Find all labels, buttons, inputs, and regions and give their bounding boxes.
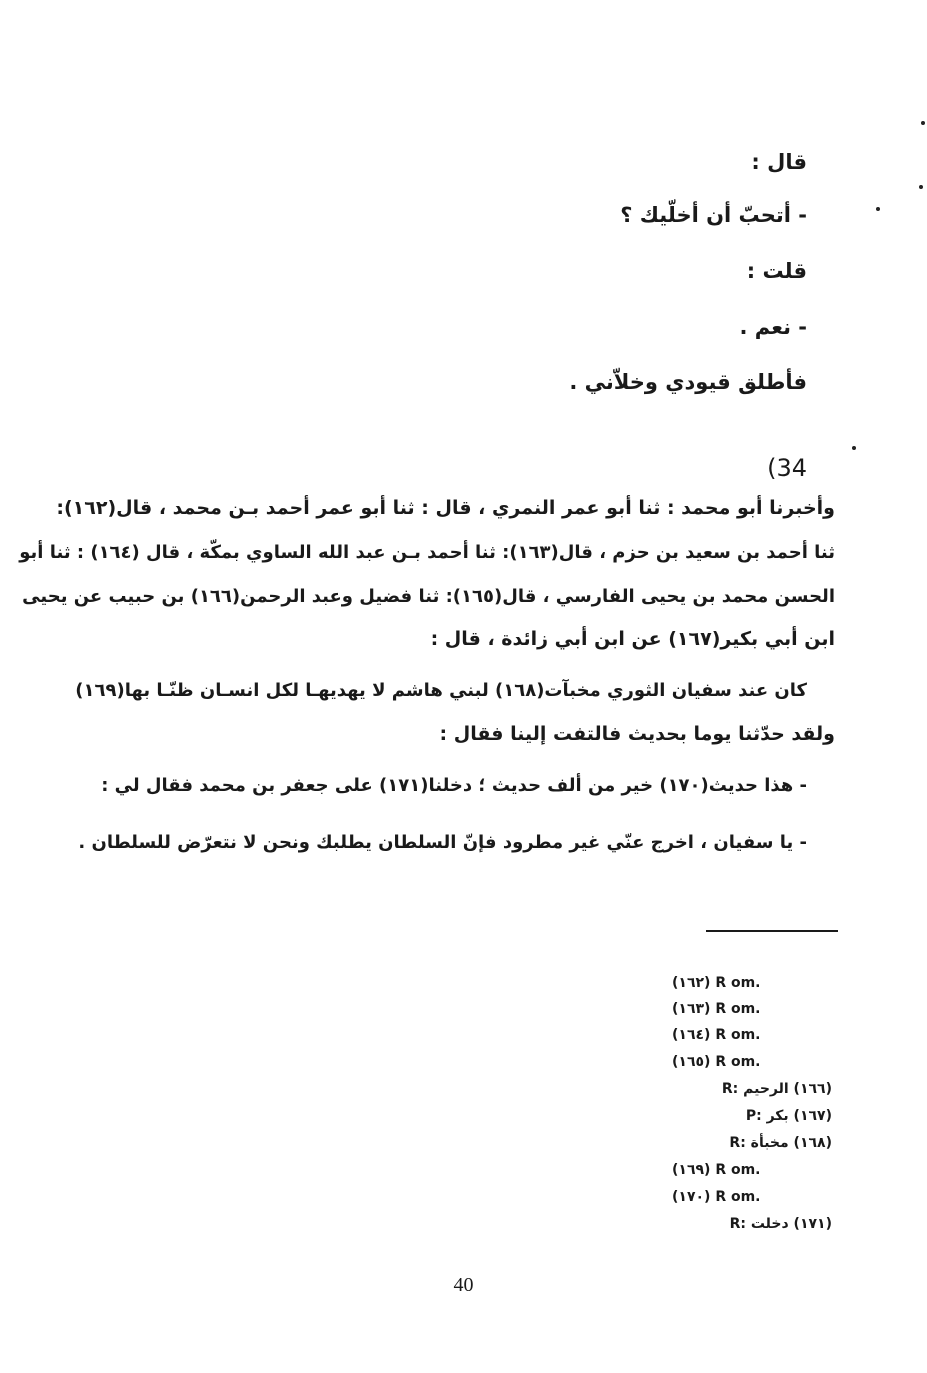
scan-speck <box>921 121 925 125</box>
dialogue-line: - نعم . <box>739 315 807 339</box>
footnote: (١٧١) دخلت :R <box>729 1216 832 1232</box>
scan-speck <box>919 185 923 189</box>
footnote: (١٦٤) R om. <box>672 1027 761 1043</box>
footnote: (١٦٦) الرحيم :R <box>721 1081 832 1097</box>
section-number: (34 <box>767 454 807 482</box>
paragraph-line: ابن أبي بكير(١٦٧) عن ابن أبي زائدة ، قال : <box>430 628 835 650</box>
footnote: (١٦٥) R om. <box>672 1054 761 1070</box>
dialogue-line: - أتحبّ أن أخلّيك ؟ <box>620 203 807 227</box>
scan-speck <box>852 446 856 450</box>
dialogue-line: قلت : <box>746 259 807 283</box>
dialogue-line: قال : <box>751 150 807 174</box>
scan-speck <box>876 207 880 211</box>
paragraph-line: ولقد حدّثنا يوما بحديث فالتفت إلينا فقال : <box>439 723 835 745</box>
footnote: (١٦٩) R om. <box>672 1162 761 1178</box>
footnote: (١٧٠) R om. <box>672 1189 761 1205</box>
quote-line: - هذا حديث(١٧٠) خير من ألف حديث ؛ دخلنا(١٧١) على جعفر بن محمد فقال لي : <box>101 775 807 796</box>
page-number: 40 <box>453 1274 474 1296</box>
paragraph-line: ثنا أحمد بن سعيد بن حزم ، قال(١٦٣): ثنا أحمد بـن عبد الله الساوي بمكّة ، قال (١٦٤) : ثنا أبو <box>19 542 835 563</box>
paragraph-line: الحسن محمد بن يحيى الفارسي ، قال(١٦٥): ثنا فضيل وعبد الرحمن(١٦٦) بن حبيب عن يحيى <box>22 586 835 607</box>
paragraph-line: كان عند سفيان الثوري مخبآت(١٦٨) لبني هاشم لا يهديهـا لكل انسـان ظنّـا بها(١٦٩) <box>75 680 807 701</box>
quote-line: - يا سفيان ، اخرج عنّي غير مطرود فإنّ السلطان يطلبك ونحن لا نتعرّض للسلطان . <box>78 832 807 853</box>
paragraph-line: وأخبرنا أبو محمد : ثنا أبو عمر النمري ، قال : ثنا أبو عمر أحمد بـن محمد ، قال(١٦٢): <box>56 497 835 519</box>
footnote: (١٦٣) R om. <box>672 1001 761 1017</box>
footnote-separator <box>706 930 838 932</box>
footnote: (١٦٢) R om. <box>672 975 761 991</box>
footnote: (١٦٧) بكر :P <box>745 1108 832 1124</box>
footnote: (١٦٨) مخبأة :R <box>729 1135 832 1151</box>
dialogue-line: فأطلق قيودي وخلاّني . <box>569 370 807 394</box>
